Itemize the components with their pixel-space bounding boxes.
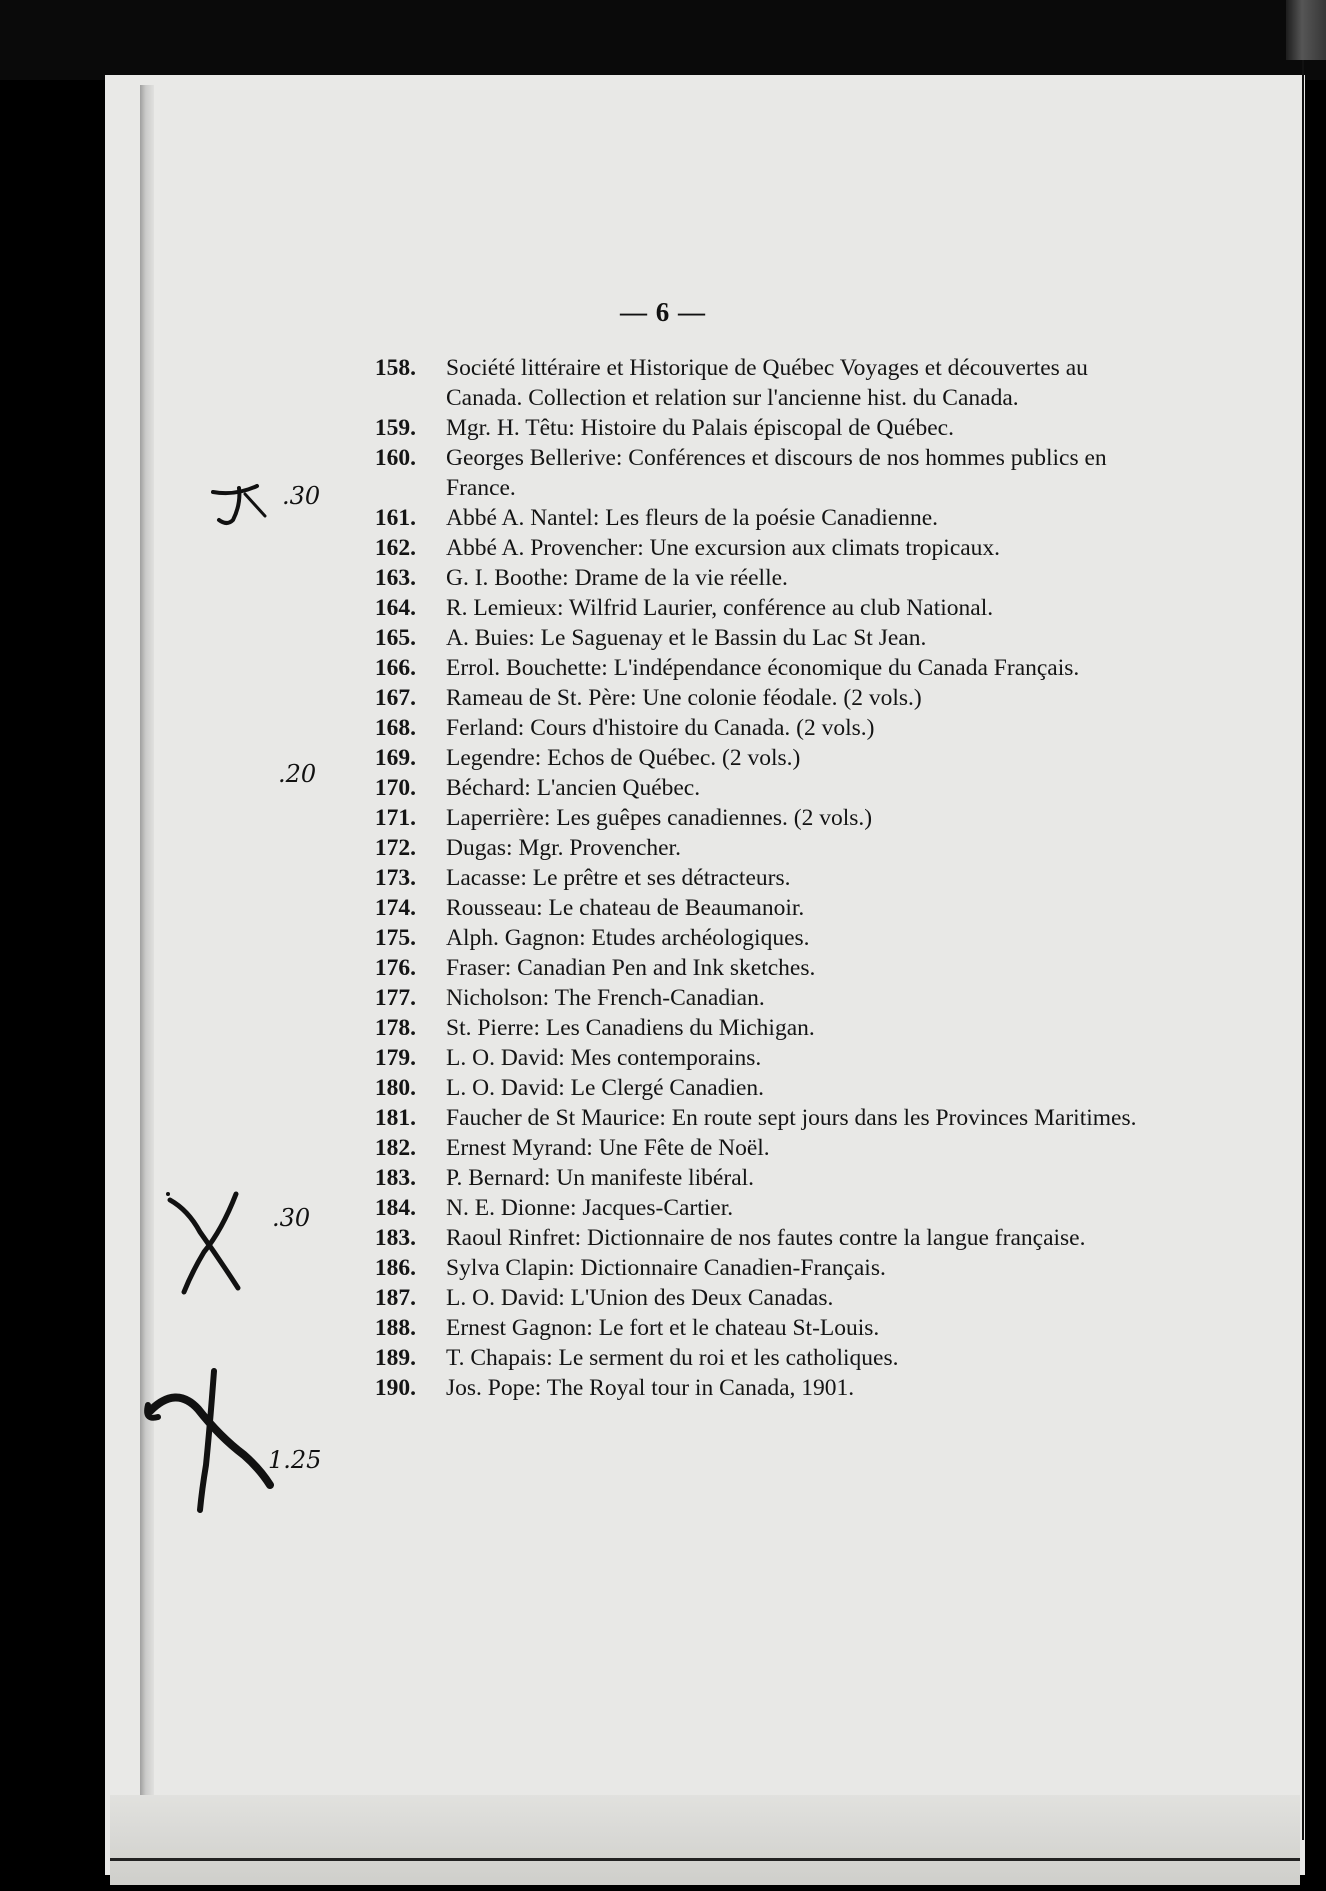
entry-number: 159. — [374, 415, 416, 441]
page-number: — 6 — — [620, 297, 706, 327]
handwritten-cross-mark-3 — [140, 1365, 280, 1515]
entry-number: 180. — [374, 1075, 416, 1101]
catalog-entry — [340, 1223, 1140, 1253]
catalog-entry — [340, 413, 1140, 443]
catalog-entry — [340, 353, 1140, 413]
entry-number: 183. — [374, 1165, 416, 1191]
entry-text: P. Bernard: Un manifeste libéral. — [446, 1165, 755, 1191]
catalog-entry — [340, 1163, 1140, 1193]
entry-text: Alph. Gagnon: Etudes archéologiques. — [446, 925, 810, 951]
entry-text: Georges Bellerive: Conférences et discours de nos hommes publics en France. — [446, 445, 1107, 501]
entry-text: Ernest Myrand: Une Fête de Noël. — [446, 1135, 770, 1161]
scan-border-top — [0, 0, 1326, 80]
catalog-entry — [340, 563, 1140, 593]
catalog-entry — [340, 893, 1140, 923]
catalog-entry — [340, 1313, 1140, 1343]
entry-text: Béchard: L'ancien Québec. — [446, 775, 701, 801]
entry-number: 181. — [374, 1105, 416, 1131]
catalog-entry — [340, 1013, 1140, 1043]
entry-number: 161. — [374, 505, 416, 531]
catalog-entry — [340, 1043, 1140, 1073]
catalog-entry — [340, 1253, 1140, 1283]
entry-text: Société littéraire et Historique de Québec Voyages et découvertes au Canada. Collection et relation sur l'ancienne hist. du Canada. — [446, 355, 1088, 411]
entry-number: 184. — [374, 1195, 416, 1221]
entry-number: 167. — [374, 685, 416, 711]
entry-number: 172. — [374, 835, 416, 861]
entry-number: 189. — [374, 1345, 416, 1371]
catalog-entry — [340, 743, 1140, 773]
catalog-entry — [340, 983, 1140, 1013]
catalog-entry — [340, 803, 1140, 833]
page-bottom-rule — [110, 1858, 1300, 1861]
entry-text: A. Buies: Le Saguenay et le Bassin du Lac St Jean. — [446, 625, 927, 651]
catalog-entry — [340, 833, 1140, 863]
entry-text: Errol. Bouchette: L'indépendance économique du Canada Français. — [446, 655, 1080, 681]
entry-text: Ernest Gagnon: Le fort et le chateau St-Louis. — [446, 1315, 880, 1341]
margin-price-note: .20 — [278, 760, 317, 788]
page-fold-shadow — [140, 85, 154, 1805]
entry-number: 183. — [374, 1225, 416, 1251]
catalog-list — [340, 353, 1140, 1403]
entry-text: L. O. David: L'Union des Deux Canadas. — [446, 1285, 834, 1311]
entry-text: Dugas: Mgr. Provencher. — [446, 835, 681, 861]
entry-text: Laperrière: Les guêpes canadiennes. (2 vols.) — [446, 805, 873, 831]
entry-text: St. Pierre: Les Canadiens du Michigan. — [446, 1015, 815, 1041]
margin-price-note: .30 — [282, 482, 321, 510]
catalog-entry — [340, 1073, 1140, 1103]
entry-text: Rameau de St. Père: Une colonie féodale. (2 vols.) — [446, 685, 922, 711]
catalog-entry — [340, 1133, 1140, 1163]
entry-number: 186. — [374, 1255, 416, 1281]
entry-number: 170. — [374, 775, 416, 801]
entry-text: Abbé A. Provencher: Une excursion aux climats tropicaux. — [446, 535, 1001, 561]
entry-text: Nicholson: The French-Canadian. — [446, 985, 765, 1011]
entry-text: Legendre: Echos de Québec. (2 vols.) — [446, 745, 801, 771]
scan-corner-artifact — [1286, 0, 1326, 60]
catalog-entry — [340, 653, 1140, 683]
entry-number: 158. — [374, 355, 416, 381]
catalog-entry — [340, 533, 1140, 563]
entry-text: Jos. Pope: The Royal tour in Canada, 1901. — [446, 1375, 855, 1401]
entry-text: Ferland: Cours d'histoire du Canada. (2 vols.) — [446, 715, 875, 741]
entry-text: Abbé A. Nantel: Les fleurs de la poésie Canadienne. — [446, 505, 939, 531]
catalog-entry — [340, 1373, 1140, 1403]
entry-number: 190. — [374, 1375, 416, 1401]
handwritten-cross-mark-1 — [205, 470, 285, 530]
entry-number: 169. — [374, 745, 416, 771]
entry-text: Raoul Rinfret: Dictionnaire de nos fautes contre la langue française. — [446, 1225, 1086, 1251]
entry-number: 179. — [374, 1045, 416, 1071]
entry-text: Rousseau: Le chateau de Beaumanoir. — [446, 895, 805, 921]
catalog-entry — [340, 863, 1140, 893]
entry-number: 178. — [374, 1015, 416, 1041]
entry-number: 171. — [374, 805, 416, 831]
catalog-entry — [340, 593, 1140, 623]
catalog-entry — [340, 1283, 1140, 1313]
entry-number: 182. — [374, 1135, 416, 1161]
margin-price-note: .30 — [272, 1204, 311, 1232]
catalog-entry — [340, 923, 1140, 953]
entry-number: 162. — [374, 535, 416, 561]
catalog-entry — [340, 773, 1140, 803]
entry-number: 175. — [374, 925, 416, 951]
entry-text: Sylva Clapin: Dictionnaire Canadien-Français. — [446, 1255, 886, 1281]
entry-number: 177. — [374, 985, 416, 1011]
catalog-entry — [340, 1103, 1140, 1133]
entry-number: 165. — [374, 625, 416, 651]
entry-text: T. Chapais: Le serment du roi et les catholiques. — [446, 1345, 899, 1371]
entry-number: 166. — [374, 655, 416, 681]
entry-text: L. O. David: Mes contemporains. — [446, 1045, 762, 1071]
entry-number: 188. — [374, 1315, 416, 1341]
catalog-entry — [340, 443, 1140, 503]
catalog-entry — [340, 1343, 1140, 1373]
entry-number: 164. — [374, 595, 416, 621]
entry-text: Lacasse: Le prêtre et ses détracteurs. — [446, 865, 791, 891]
entry-text: Mgr. H. Têtu: Histoire du Palais épiscopal de Québec. — [446, 415, 954, 441]
entry-number: 174. — [374, 895, 416, 921]
entry-number: 163. — [374, 565, 416, 591]
catalog-entry — [340, 713, 1140, 743]
handwritten-cross-mark-2 — [160, 1180, 260, 1300]
entry-text: Fraser: Canadian Pen and Ink sketches. — [446, 955, 816, 981]
entry-text: N. E. Dionne: Jacques-Cartier. — [446, 1195, 734, 1221]
entry-number: 187. — [374, 1285, 416, 1311]
entry-text: Faucher de St Maurice: En route sept jours dans les Provinces Maritimes. — [446, 1105, 1137, 1131]
catalog-entry — [340, 623, 1140, 653]
entry-number: 173. — [374, 865, 416, 891]
entry-text: R. Lemieux: Wilfrid Laurier, conférence au club National. — [446, 595, 994, 621]
catalog-entry — [340, 503, 1140, 533]
catalog-entry — [340, 683, 1140, 713]
margin-price-note: 1.25 — [268, 1446, 322, 1474]
entry-number: 160. — [374, 445, 416, 471]
page-bottom-edge — [110, 1795, 1300, 1885]
entry-number: 168. — [374, 715, 416, 741]
entry-text: G. I. Boothe: Drame de la vie réelle. — [446, 565, 788, 591]
catalog-entry — [340, 1193, 1140, 1223]
entry-number: 176. — [374, 955, 416, 981]
catalog-entry — [340, 953, 1140, 983]
entry-text: L. O. David: Le Clergé Canadien. — [446, 1075, 765, 1101]
